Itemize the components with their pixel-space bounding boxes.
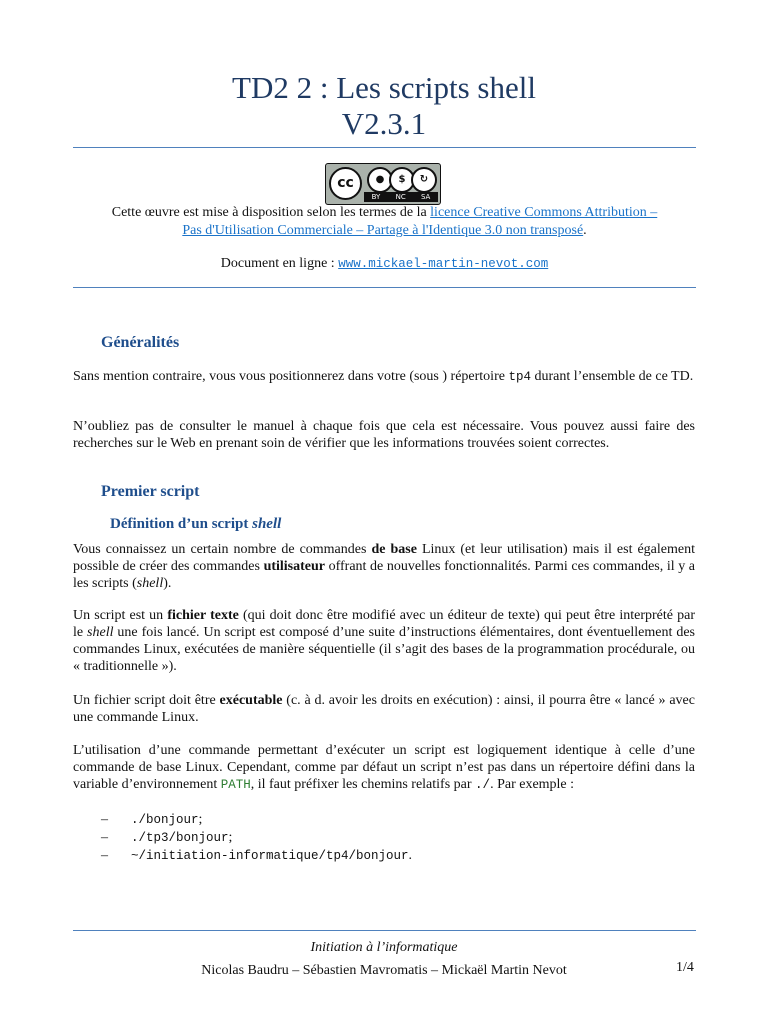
online-label: Document en ligne :: [220, 256, 339, 271]
badge-label-by: BY: [371, 193, 381, 201]
list-item: [73, 847, 412, 865]
paragraph-executable: [73, 692, 695, 726]
paragraph-position: [73, 368, 695, 386]
example-code: ~/initiation-informatique/tp4/bonjour: [131, 849, 409, 863]
text: , il faut préfixer les chemins relatifs par: [250, 777, 476, 792]
paragraph-script-definition: [73, 607, 695, 675]
cc-badge-strip: [364, 192, 438, 202]
footer-course: Initiation à l’informatique: [310, 940, 458, 955]
badge-label-nc: NC: [395, 193, 406, 201]
section-heading-premier-script: Premier script: [101, 483, 200, 500]
header-bottom-rule: [73, 287, 696, 288]
subsection-heading: [110, 516, 281, 533]
italic-text: shell: [87, 625, 114, 640]
paragraph-manual: N’oubliez pas de consulter le manuel à chaque fois que cela est nécessaire. Vous pouvez aussi faire des recherches sur le Web en prenant soin de vérifier que les informations trouvées soient correctes.: [73, 419, 695, 451]
text: offrant de nouvelles fonctionnalités. Parmi ces commandes, il y a les scripts (: [73, 559, 695, 591]
text: Linux (et leur utilisation) mais il est également possible de créer des commandes: [73, 542, 695, 574]
by-icon: ●: [367, 167, 393, 193]
cc-license-badge[interactable]: [325, 163, 441, 205]
paragraph-commands: [73, 541, 695, 592]
license-text: Cette œuvre est mise à disposition selon les termes de la: [111, 205, 431, 220]
text: Un fichier script doit être: [73, 693, 220, 708]
example-code: ./tp3/bonjour: [131, 831, 229, 845]
license-notice: [73, 204, 696, 240]
license-period: .: [583, 223, 587, 238]
sa-icon: ↻: [411, 167, 437, 193]
paragraph-usage: [73, 742, 695, 794]
text: Vous connaissez un certain nombre de commandes: [73, 542, 372, 557]
text: (qui doit donc être modifié avec un éditeur de texte) qui peut être interprété par le: [73, 608, 696, 640]
bold-text: utilisateur: [263, 559, 326, 574]
inline-code-dotslash: ./: [475, 778, 491, 792]
section-heading-generalites: Généralités: [101, 334, 180, 351]
document-version: V2.3.1: [341, 106, 427, 141]
example-code: ./bonjour: [131, 813, 199, 827]
subheading-text: Définition d’un script: [110, 516, 253, 532]
online-document: [73, 255, 696, 273]
nc-icon: $: [389, 167, 415, 193]
license-link-continued[interactable]: Pas d'Utilisation Commerciale – Partage à l'Identique 3.0 non transposé: [182, 223, 584, 238]
list-dash: –: [101, 848, 108, 863]
bold-text: exécutable: [219, 693, 283, 708]
inline-code-path: PATH: [220, 778, 251, 792]
text: Un script est un: [73, 608, 168, 623]
bold-text: de base: [371, 542, 417, 557]
text: une fois lancé. Un script est composé d’une suite d’instructions élémentaires, dont éventuellement des commandes Linux, exécutées de manière séquentielle (il s’agit des bases de la programmation procédurale, ou « traditionnelle »).: [73, 625, 695, 674]
example-suffix: ;: [228, 830, 233, 845]
italic-text: shell: [136, 576, 164, 591]
text: ).: [163, 576, 172, 591]
text: (c. à d. avoir les droits en exécution) : ainsi, il pourra être « lancé » avec une commande Linux.: [73, 693, 695, 725]
document-title: TD2 2 : Les scripts shell: [232, 70, 536, 105]
text: . Par exemple :: [490, 777, 575, 792]
subheading-em: shell: [252, 516, 282, 532]
license-link[interactable]: licence Creative Commons Attribution –: [430, 205, 658, 220]
example-list: [73, 811, 412, 865]
footer-authors: Nicolas Baudru – Sébastien Mavromatis – Mickaël Martin Nevot: [201, 963, 567, 978]
list-item: [73, 829, 412, 847]
list-dash: –: [101, 812, 108, 827]
text: durant l’ensemble de ce TD.: [530, 369, 694, 384]
page-number: 1/4: [676, 960, 694, 975]
bold-text: fichier texte: [167, 608, 239, 623]
website-link[interactable]: www.mickael-martin-nevot.com: [338, 257, 549, 271]
example-suffix: .: [408, 848, 413, 863]
badge-label-sa: SA: [420, 193, 431, 201]
text: Sans mention contraire, vous vous positionnerez dans votre (sous ) répertoire: [73, 369, 509, 384]
inline-code-tp4: tp4: [508, 370, 531, 384]
cc-icon: cc: [329, 167, 362, 200]
list-item: [73, 811, 412, 829]
list-dash: –: [101, 830, 108, 845]
example-suffix: ;: [198, 812, 203, 827]
text: L’utilisation d’une commande permettant d’exécuter un script est logiquement identique à celle d’une commande de base Linux. Cependant, comme par défaut un script n’est pas dans un répertoire défini dans la variable d’environnement: [73, 743, 695, 792]
header-rule: [73, 147, 696, 148]
footer-rule: [73, 930, 696, 931]
